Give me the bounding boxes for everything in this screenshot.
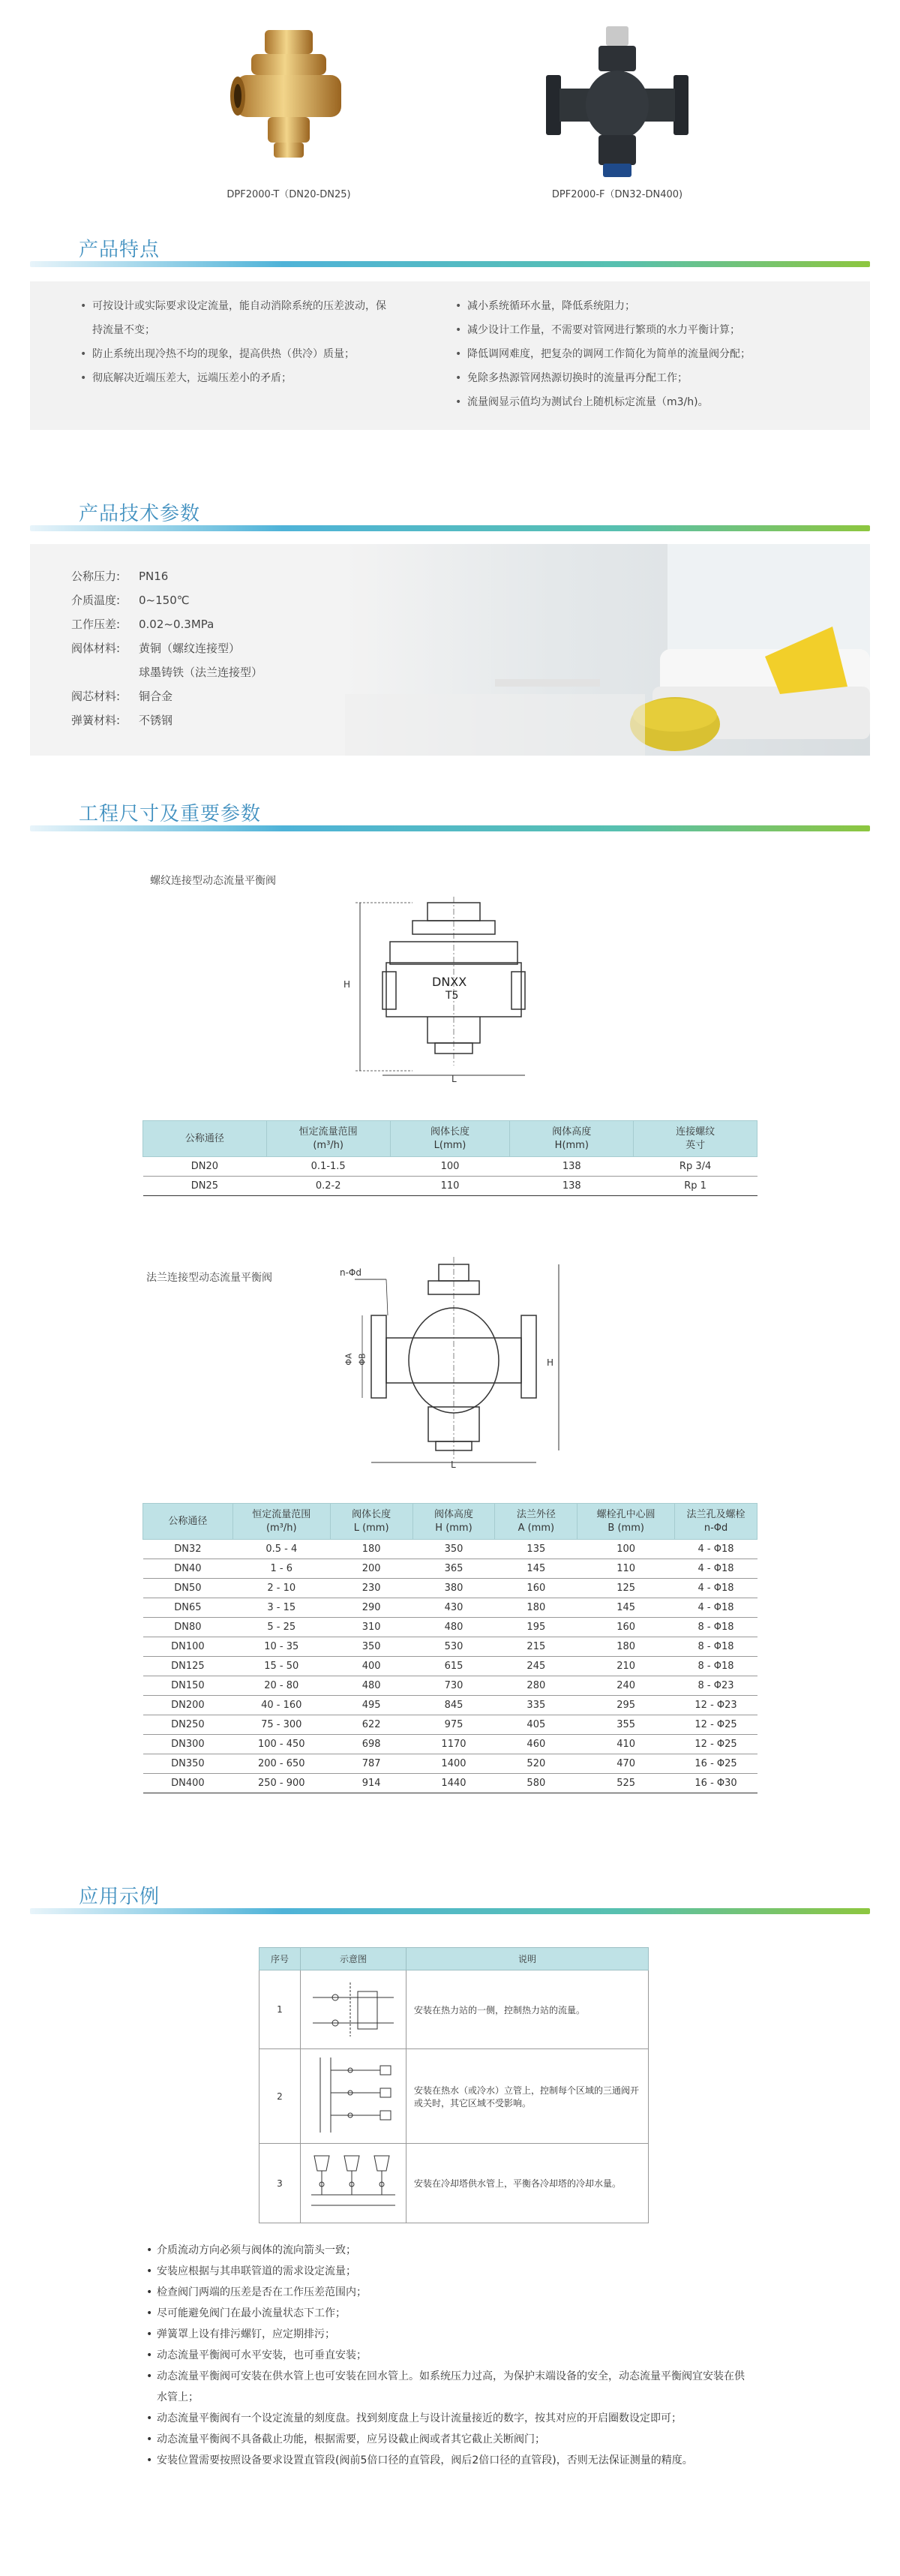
table-cell: Rp 1: [634, 1177, 758, 1196]
table-cell: 110: [578, 1559, 675, 1579]
table-cell: 295: [578, 1696, 675, 1715]
table-cell: 335: [495, 1696, 578, 1715]
specs-title: 产品技术参数: [79, 503, 201, 525]
table-row: [143, 1715, 758, 1735]
table-cell: 310: [330, 1618, 412, 1637]
product-iron-caption: DPF2000-F（DN32-DN400): [551, 189, 683, 200]
flange-dim-a: ΦA: [344, 1353, 354, 1366]
table-row: [260, 2049, 649, 2144]
table-cell: 138: [510, 1177, 634, 1196]
table-row: [143, 1657, 758, 1676]
th-flow: 恒定流量范围 (m³/h): [232, 1504, 330, 1540]
spec-value: 黄铜（螺纹连接型）: [139, 642, 241, 655]
table-cell: 12 - Φ23: [675, 1696, 758, 1715]
thread-valve-title: 螺纹连接型动态流量平衡阀: [150, 875, 276, 887]
table-cell: 160: [578, 1618, 675, 1637]
product-brass-photo: [221, 23, 356, 173]
th-flow: 恒定流量范围 (m³/h): [266, 1121, 390, 1157]
table-cell: 210: [578, 1657, 675, 1676]
th-no: 序号: [260, 1948, 301, 1970]
spec-value: 0.02~0.3MPa: [139, 618, 214, 631]
note-item: • 安装位置需要按照设备要求设置直管段(阀前5倍口径的直管段，阀后2倍口径的直管段)，否则无法保证测量的精度。: [146, 2450, 746, 2471]
table-row: [143, 1579, 758, 1598]
table-cell: 1400: [412, 1754, 495, 1774]
table-row: [143, 1618, 758, 1637]
table-cell: 1440: [412, 1774, 495, 1793]
table-cell: 495: [330, 1696, 412, 1715]
spec-row: [71, 708, 371, 732]
table-cell: 75 - 300: [232, 1715, 330, 1735]
section-divider-bar: [30, 1908, 870, 1914]
table-row: [143, 1696, 758, 1715]
table-cell: 2 - 10: [232, 1579, 330, 1598]
spec-key: 公称压力:: [71, 570, 121, 583]
table-cell: 8 - Φ23: [675, 1676, 758, 1696]
table-cell: 215: [495, 1637, 578, 1657]
spec-row: [71, 636, 371, 660]
table-cell: 145: [495, 1559, 578, 1579]
table-row: [143, 1559, 758, 1579]
table-cell: 350: [330, 1637, 412, 1657]
table-cell: 8 - Φ18: [675, 1618, 758, 1637]
table-header-row: [143, 1504, 758, 1540]
note-item: • 介质流动方向必须与阀体的流向箭头一致；: [146, 2240, 746, 2261]
table-cell: 460: [495, 1735, 578, 1754]
table-row: [143, 1774, 758, 1793]
table-cell: Rp 3/4: [634, 1157, 758, 1177]
table-cell: 530: [412, 1637, 495, 1657]
table-cell: 845: [412, 1696, 495, 1715]
spec-value: 不锈钢: [139, 714, 173, 727]
thread-spec-table: [142, 1120, 758, 1196]
table-row: [143, 1598, 758, 1618]
table-cell: 8 - Φ18: [675, 1657, 758, 1676]
table-cell: 10 - 35: [232, 1637, 330, 1657]
table-cell: 400: [330, 1657, 412, 1676]
specs-list: [71, 564, 371, 732]
table-cell: 160: [495, 1579, 578, 1598]
section-notch: [49, 818, 70, 825]
app-desc: 安装在冷却塔供水管上，平衡各冷却塔的冷却水量。: [406, 2144, 649, 2223]
flange-valve-title: 法兰连接型动态流量平衡阀: [146, 1272, 272, 1284]
dimensions-section-header: [30, 795, 870, 833]
table-cell: 480: [412, 1618, 495, 1637]
table-cell: 12 - Φ25: [675, 1735, 758, 1754]
table-row: [143, 1157, 758, 1177]
th-bolt-holes: 法兰孔及螺栓 n-Φd: [675, 1504, 758, 1540]
table-cell: 12 - Φ25: [675, 1715, 758, 1735]
table-cell: 480: [330, 1676, 412, 1696]
spec-value: PN16: [139, 570, 169, 583]
product-iron-photo: [546, 23, 688, 180]
note-item: • 动态流量平衡阀可安装在供水管上也可安装在回水管上。如系统压力过高，为保护末端设备的安全，动态流量平衡阀宜安装在供水管上；: [146, 2366, 746, 2408]
table-cell: 280: [495, 1676, 578, 1696]
table-cell: 290: [330, 1598, 412, 1618]
table-header-row: [260, 1948, 649, 1970]
features-left-list: [79, 294, 394, 390]
table-cell: DN25: [143, 1177, 267, 1196]
table-cell: 145: [578, 1598, 675, 1618]
table-cell: 230: [330, 1579, 412, 1598]
note-item: • 尽可能避免阀门在最小流量状态下工作；: [146, 2303, 746, 2324]
table-cell: 110: [390, 1177, 510, 1196]
app-desc: 安装在热水（或冷水）立管上，控制每个区域的三通阀开或关时，其它区域不受影响。: [406, 2049, 649, 2144]
section-notch: [49, 1901, 70, 1908]
table-cell: DN300: [143, 1735, 233, 1754]
table-cell: 200 - 650: [232, 1754, 330, 1774]
flange-dim-l: L: [451, 1459, 456, 1470]
spec-value: 铜合金: [139, 690, 173, 703]
table-cell: 180: [578, 1637, 675, 1657]
installation-notes: [146, 2240, 746, 2471]
feature-item: • 减小系统循环水量，降低系统阻力；: [454, 294, 844, 318]
spec-key: 阀体材料:: [71, 642, 121, 655]
table-cell: 975: [412, 1715, 495, 1735]
app-no: 3: [260, 2144, 301, 2223]
table-cell: 0.1-1.5: [266, 1157, 390, 1177]
app-desc: 安装在热力站的一侧，控制热力站的流量。: [406, 1970, 649, 2049]
app-diagram-1: [301, 1970, 406, 2049]
table-cell: DN32: [143, 1540, 233, 1559]
note-item: • 检查阀门两端的压差是否在工作压差范围内；: [146, 2282, 746, 2303]
th-length: 阀体长度 L(mm): [390, 1121, 510, 1157]
table-row: [143, 1676, 758, 1696]
table-cell: 1170: [412, 1735, 495, 1754]
th-desc: 说明: [406, 1948, 649, 1970]
table-cell: DN65: [143, 1598, 233, 1618]
table-cell: 15 - 50: [232, 1657, 330, 1676]
table-cell: 8 - Φ18: [675, 1637, 758, 1657]
spec-value: 0~150℃: [139, 594, 190, 607]
table-cell: 365: [412, 1559, 495, 1579]
table-cell: 355: [578, 1715, 675, 1735]
thread-body-marking: DNXX: [432, 975, 467, 989]
table-cell: DN100: [143, 1637, 233, 1657]
table-cell: 615: [412, 1657, 495, 1676]
table-row: [260, 2144, 649, 2223]
table-cell: 40 - 160: [232, 1696, 330, 1715]
section-divider-bar: [30, 825, 870, 831]
table-cell: 138: [510, 1157, 634, 1177]
table-cell: DN400: [143, 1774, 233, 1793]
spec-value: 球墨铸铁（法兰连接型）: [139, 666, 263, 679]
th-height: 阀体高度 H (mm): [412, 1504, 495, 1540]
thread-dim-l: L: [452, 1074, 457, 1084]
table-row: [143, 1637, 758, 1657]
table-cell: DN80: [143, 1618, 233, 1637]
table-cell: DN50: [143, 1579, 233, 1598]
table-cell: 430: [412, 1598, 495, 1618]
spec-row: [71, 684, 371, 708]
table-cell: 580: [495, 1774, 578, 1793]
flange-spec-table: [142, 1503, 758, 1793]
table-cell: 0.5 - 4: [232, 1540, 330, 1559]
dimensions-title: 工程尺寸及重要参数: [79, 803, 262, 825]
applications-section-header: [30, 1878, 870, 1916]
table-cell: 135: [495, 1540, 578, 1559]
table-cell: 525: [578, 1774, 675, 1793]
table-cell: 787: [330, 1754, 412, 1774]
table-row: [143, 1754, 758, 1774]
table-cell: 914: [330, 1774, 412, 1793]
table-row: [260, 1970, 649, 2049]
table-header-row: [143, 1121, 758, 1157]
feature-item: • 免除多热源管网热源切换时的流量再分配工作；: [454, 366, 844, 390]
living-room-photo: [345, 544, 870, 756]
spec-key: 阀芯材料:: [71, 690, 121, 703]
table-cell: 100: [390, 1157, 510, 1177]
app-diagram-2: [301, 2049, 406, 2144]
thread-valve-drawing: [344, 897, 555, 1084]
note-item: • 安装应根据与其串联管道的需求设定流量；: [146, 2261, 746, 2282]
specs-section-header: [30, 495, 870, 533]
table-cell: 20 - 80: [232, 1676, 330, 1696]
feature-item: • 流量阀显示值均为测试台上随机标定流量（m3/h)。: [454, 390, 844, 414]
th-nominal: 公称通径: [143, 1121, 267, 1157]
spec-row: [71, 612, 371, 636]
feature-item: • 减少设计工作量，不需要对管网进行繁琐的水力平衡计算；: [454, 318, 844, 342]
applications-title: 应用示例: [79, 1886, 160, 1908]
table-cell: DN40: [143, 1559, 233, 1579]
table-cell: 195: [495, 1618, 578, 1637]
table-row: [143, 1735, 758, 1754]
feature-item: • 防止系统出现冷热不均的现象，提高供热（供冷）质量；: [79, 342, 394, 366]
thread-body-marking-2: T5: [446, 990, 459, 1002]
spec-key: [71, 660, 139, 684]
note-item: • 动态流量平衡阀有一个设定流量的刻度盘。找到刻度盘上与设计流量接近的数字，按其对应的开启圈数设定即可；: [146, 2408, 746, 2429]
table-cell: 380: [412, 1579, 495, 1598]
th-height: 阀体高度 H(mm): [510, 1121, 634, 1157]
flange-dim-b: ΦB: [357, 1353, 368, 1366]
flange-valve-drawing: [341, 1257, 566, 1471]
app-no: 1: [260, 1970, 301, 2049]
table-cell: DN200: [143, 1696, 233, 1715]
table-cell: DN20: [143, 1157, 267, 1177]
section-divider-bar: [30, 525, 870, 531]
th-length: 阀体长度 L (mm): [330, 1504, 412, 1540]
spec-key: 介质温度:: [71, 594, 121, 607]
table-cell: 200: [330, 1559, 412, 1579]
note-item: • 动态流量平衡阀不具备截止功能，根据需要，应另设截止阀或者其它截止关断阀门；: [146, 2429, 746, 2450]
application-table: [259, 1947, 649, 2223]
table-cell: 16 - Φ25: [675, 1754, 758, 1774]
th-bolt-circle: 螺栓孔中心圆 B (mm): [578, 1504, 675, 1540]
table-cell: DN150: [143, 1676, 233, 1696]
table-cell: 3 - 15: [232, 1598, 330, 1618]
features-title: 产品特点: [79, 239, 160, 261]
spec-row: [71, 564, 371, 588]
feature-item: • 彻底解决近端压差大，远端压差小的矛盾；: [79, 366, 394, 390]
table-cell: 125: [578, 1579, 675, 1598]
thread-dim-h: H: [344, 979, 351, 990]
table-cell: 350: [412, 1540, 495, 1559]
table-cell: 4 - Φ18: [675, 1559, 758, 1579]
spec-row: [71, 660, 371, 684]
spec-key: 弹簧材料:: [71, 714, 121, 727]
section-notch: [49, 518, 70, 525]
table-cell: 470: [578, 1754, 675, 1774]
table-cell: DN250: [143, 1715, 233, 1735]
table-cell: 180: [495, 1598, 578, 1618]
product-brass-caption: DPF2000-T（DN20-DN25): [226, 189, 351, 200]
th-diagram: 示意图: [301, 1948, 406, 1970]
table-cell: 622: [330, 1715, 412, 1735]
th-thread: 连接螺纹 英寸: [634, 1121, 758, 1157]
features-section-header: [30, 231, 870, 269]
spec-key: 工作压差:: [71, 618, 121, 631]
flange-dim-h: H: [547, 1357, 554, 1368]
feature-item: • 降低调网难度，把复杂的调网工作简化为简单的流量阀分配；: [454, 342, 844, 366]
app-no: 2: [260, 2049, 301, 2144]
table-cell: 245: [495, 1657, 578, 1676]
table-cell: DN350: [143, 1754, 233, 1774]
table-cell: 520: [495, 1754, 578, 1774]
table-cell: 100 - 450: [232, 1735, 330, 1754]
th-flange-od: 法兰外径 A (mm): [495, 1504, 578, 1540]
table-cell: 405: [495, 1715, 578, 1735]
table-cell: 4 - Φ18: [675, 1540, 758, 1559]
table-cell: 100: [578, 1540, 675, 1559]
flange-dim-nd: n-Φd: [340, 1267, 362, 1278]
table-cell: 4 - Φ18: [675, 1579, 758, 1598]
note-item: • 弹簧罩上设有排污螺钉，应定期排污；: [146, 2324, 746, 2345]
section-divider-bar: [30, 261, 870, 267]
features-right-list: [454, 294, 844, 414]
table-cell: 698: [330, 1735, 412, 1754]
th-nominal: 公称通径: [143, 1504, 233, 1540]
table-cell: 250 - 900: [232, 1774, 330, 1793]
spec-row: [71, 588, 371, 612]
table-row: [143, 1540, 758, 1559]
table-cell: 240: [578, 1676, 675, 1696]
note-item: • 动态流量平衡阀可水平安装，也可垂直安装；: [146, 2345, 746, 2366]
table-cell: 5 - 25: [232, 1618, 330, 1637]
table-cell: 4 - Φ18: [675, 1598, 758, 1618]
table-cell: 410: [578, 1735, 675, 1754]
table-cell: 730: [412, 1676, 495, 1696]
app-diagram-3: [301, 2144, 406, 2223]
table-cell: 180: [330, 1540, 412, 1559]
feature-item: • 可按设计或实际要求设定流量，能自动消除系统的压差波动，保持流量不变；: [79, 294, 394, 342]
section-notch: [49, 254, 70, 261]
table-row: [143, 1177, 758, 1196]
table-cell: 16 - Φ30: [675, 1774, 758, 1793]
table-cell: 1 - 6: [232, 1559, 330, 1579]
table-cell: 0.2-2: [266, 1177, 390, 1196]
table-cell: DN125: [143, 1657, 233, 1676]
